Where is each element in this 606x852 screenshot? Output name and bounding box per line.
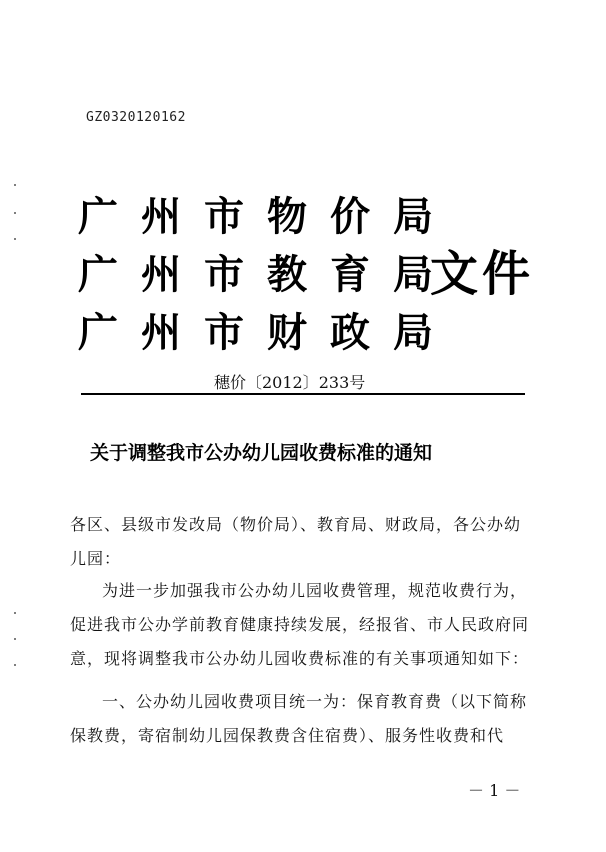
binding-mark: [14, 638, 16, 640]
addressee: 各区、县级市发改局（物价局）、教育局、财政局，各公办幼儿园：: [70, 515, 522, 568]
issuing-agency-education-bureau: 广州市教育局: [78, 251, 456, 298]
binding-mark: [14, 612, 16, 614]
binding-mark: [14, 212, 16, 214]
issuing-agency-finance-bureau: 广州市财政局: [78, 309, 456, 356]
issuing-agency-price-bureau: 广州市物价局: [78, 193, 456, 240]
binding-mark: [14, 664, 16, 666]
document-code: GZ0320120162: [86, 110, 186, 125]
header-divider: [81, 393, 525, 395]
binding-mark: [14, 184, 16, 186]
body-paragraph: 为进一步加强我市公办幼儿园收费管理，规范收费行为，促进我市公办学前教育健康持续发展，经报省、市人民政府同意，现将调整我市公办幼儿园收费标准的有关事项通知如下：: [70, 581, 530, 668]
binding-mark: [14, 238, 16, 240]
body-paragraph: 一、公办幼儿园收费项目统一为：保育教育费（以下简称保教费，寄宿制幼儿园保教费含住宿费）、服务性收费和代: [70, 692, 528, 745]
document-title: 关于调整我市公办幼儿园收费标准的通知: [90, 442, 433, 464]
document-number: 穗价〔2012〕233号: [214, 373, 366, 392]
page-number: － 1 －: [468, 781, 521, 800]
document-type-label: 文件: [430, 246, 535, 302]
